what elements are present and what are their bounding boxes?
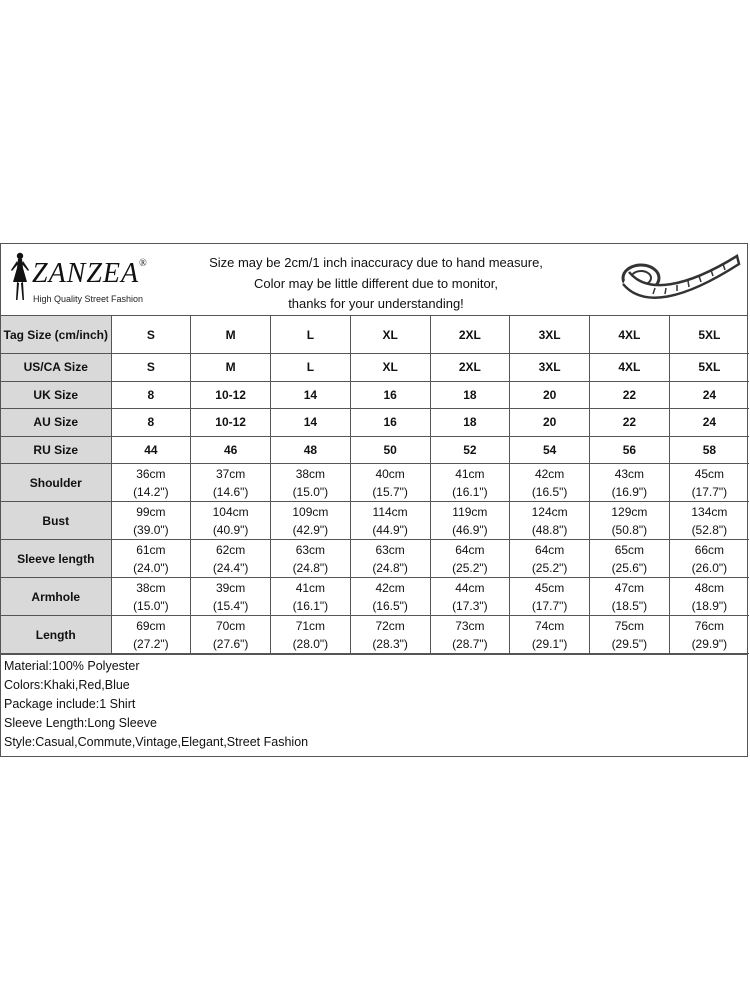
value-cm: 39cm [215, 580, 246, 595]
value-cm: 38cm [136, 580, 166, 595]
value-inch: (17.7") [531, 598, 568, 613]
size-cell: 24 [669, 381, 749, 409]
value-inch: (15.0") [133, 598, 169, 613]
size-row [1, 316, 749, 354]
value-inch: (25.6") [611, 560, 648, 575]
value-inch: (16.5") [531, 484, 568, 499]
measuring-tape-icon [613, 250, 743, 308]
measurement-cell [350, 502, 430, 540]
value-inch: (17.3") [452, 598, 488, 613]
size-cell: XL [350, 354, 430, 382]
size-cell: 2XL [430, 316, 510, 354]
size-cell: 10-12 [191, 381, 271, 409]
value-cm: 99cm [136, 504, 166, 519]
value-cm: 66cm [694, 542, 725, 557]
value-cm: 42cm [375, 580, 405, 595]
value-cm: 75cm [614, 618, 645, 633]
size-cell: 16 [350, 381, 430, 409]
spec-colors: Colors:Khaki,Red,Blue [4, 678, 130, 692]
size-cell: 56 [590, 436, 670, 464]
measurement-cell [590, 616, 670, 654]
row-label: US/CA Size [1, 354, 111, 382]
value-cm: 40cm [375, 466, 405, 481]
value-cm: 70cm [215, 618, 246, 633]
measurement-cell [111, 578, 191, 616]
measurement-cell [430, 616, 510, 654]
row-label: Bust [1, 502, 111, 540]
spec-sleeve-length: Sleeve Length:Long Sleeve [4, 716, 157, 730]
brand-tagline: High Quality Street Fashion [33, 294, 144, 304]
value-inch: (25.2") [531, 560, 568, 575]
size-cell: 52 [430, 436, 510, 464]
size-cell: 46 [191, 436, 271, 464]
value-cm: 76cm [694, 618, 725, 633]
row-label: Length [1, 616, 111, 654]
value-inch: (29.1") [531, 636, 568, 651]
value-inch: (50.8") [611, 522, 648, 537]
measurement-cell [510, 502, 590, 540]
measurement-cell [111, 540, 191, 578]
value-inch: (27.2") [133, 636, 169, 651]
size-cell: 50 [350, 436, 430, 464]
size-cell: L [271, 316, 351, 354]
value-inch: (14.2") [133, 484, 169, 499]
value-inch: (18.9") [691, 598, 728, 613]
size-cell: XL [350, 316, 430, 354]
measurement-cell [510, 540, 590, 578]
measurement-cell [191, 540, 271, 578]
measurement-cell [191, 578, 271, 616]
size-cell: 3XL [510, 354, 590, 382]
brand-logo [5, 250, 175, 308]
notice-line: Size may be 2cm/1 inch inaccuracy due to hand measure, [209, 255, 543, 270]
value-inch: (15.7") [372, 484, 408, 499]
value-cm: 38cm [295, 466, 326, 481]
spec-material: Material:100% Polyester [4, 659, 140, 673]
size-cell: 24 [669, 409, 749, 437]
size-cell: 4XL [590, 316, 670, 354]
measurement-cell [111, 464, 191, 502]
woman-silhouette-icon [5, 250, 35, 306]
value-inch: (29.9") [691, 636, 728, 651]
spec-style: Style:Casual,Commute,Vintage,Elegant,Street Fashion [4, 735, 309, 749]
measurement-cell [669, 616, 749, 654]
measurement-cell [271, 502, 351, 540]
value-inch: (15.0") [292, 484, 329, 499]
size-row [1, 409, 749, 437]
value-cm: 48cm [694, 580, 725, 595]
value-inch: (25.2") [452, 560, 488, 575]
size-cell: 54 [510, 436, 590, 464]
measurement-cell [350, 616, 430, 654]
size-cell: 22 [590, 409, 670, 437]
value-inch: (24.8") [292, 560, 329, 575]
value-cm: 65cm [614, 542, 645, 557]
measurement-cell [510, 578, 590, 616]
size-row [1, 354, 749, 382]
value-cm: 69cm [136, 618, 166, 633]
value-inch: (15.4") [212, 598, 249, 613]
size-cell: M [191, 354, 271, 382]
measurement-cell [430, 502, 510, 540]
value-cm: 63cm [375, 542, 405, 557]
measurement-notice [191, 253, 561, 315]
measurement-cell [271, 464, 351, 502]
measurement-cell [271, 540, 351, 578]
measurement-cell [430, 578, 510, 616]
value-cm: 129cm [611, 504, 648, 519]
size-cell: 3XL [510, 316, 590, 354]
size-row [1, 381, 749, 409]
measurement-cell [590, 578, 670, 616]
value-cm: 47cm [614, 580, 645, 595]
measurement-row [1, 578, 749, 616]
size-cell: 20 [510, 409, 590, 437]
value-inch: (16.9") [611, 484, 648, 499]
value-cm: 114cm [372, 504, 408, 519]
measurement-cell [669, 540, 749, 578]
measurement-row [1, 616, 749, 654]
value-cm: 37cm [215, 466, 246, 481]
value-inch: (16.5") [372, 598, 408, 613]
value-cm: 44cm [455, 580, 485, 595]
row-label: UK Size [1, 381, 111, 409]
notice-line: Color may be little different due to monitor, [254, 275, 498, 291]
size-cell: 22 [590, 381, 670, 409]
size-cell: 5XL [669, 316, 749, 354]
measurement-cell [271, 578, 351, 616]
value-cm: 72cm [375, 618, 405, 633]
measurement-cell [669, 464, 749, 502]
size-cell: 18 [430, 409, 510, 437]
measurement-cell [669, 578, 749, 616]
value-inch: (28.3") [372, 636, 408, 651]
size-chart [0, 243, 748, 757]
size-cell: 16 [350, 409, 430, 437]
value-inch: (28.0") [292, 636, 329, 651]
value-inch: (40.9") [212, 522, 249, 537]
size-cell: 4XL [590, 354, 670, 382]
size-cell: 48 [271, 436, 351, 464]
measurement-cell [111, 502, 191, 540]
value-inch: (16.1") [452, 484, 488, 499]
value-cm: 119cm [452, 504, 488, 519]
measurement-cell [669, 502, 749, 540]
brand-name: ZANZEA [32, 258, 140, 289]
value-cm: 63cm [295, 542, 326, 557]
value-cm: 64cm [534, 542, 565, 557]
value-cm: 124cm [531, 504, 568, 519]
value-inch: (24.4") [212, 560, 249, 575]
size-cell: S [111, 316, 191, 354]
value-inch: (48.8") [531, 522, 568, 537]
size-cell: L [271, 354, 351, 382]
value-cm: 104cm [212, 504, 249, 519]
value-cm: 42cm [534, 466, 565, 481]
measurement-cell [350, 540, 430, 578]
value-cm: 43cm [614, 466, 645, 481]
size-cell: 2XL [430, 354, 510, 382]
size-cell: 8 [111, 409, 191, 437]
measurement-cell [191, 464, 271, 502]
value-cm: 74cm [534, 618, 565, 633]
product-specs [1, 654, 747, 756]
value-cm: 61cm [136, 542, 166, 557]
size-cell: 14 [271, 409, 351, 437]
value-inch: (52.8") [691, 522, 728, 537]
row-label: Sleeve length [1, 540, 111, 578]
size-cell: 5XL [669, 354, 749, 382]
value-cm: 41cm [295, 580, 326, 595]
value-inch: (27.6") [212, 636, 249, 651]
value-inch: (14.6") [212, 484, 249, 499]
measurement-cell [590, 502, 670, 540]
value-cm: 36cm [136, 466, 166, 481]
measurement-cell [350, 464, 430, 502]
size-cell: 18 [430, 381, 510, 409]
value-inch: (39.0") [133, 522, 169, 537]
chart-header [1, 244, 747, 316]
row-label: Armhole [1, 578, 111, 616]
measurement-cell [111, 616, 191, 654]
measurement-cell [191, 502, 271, 540]
spec-package: Package include:1 Shirt [4, 697, 136, 711]
size-cell: S [111, 354, 191, 382]
row-label: Shoulder [1, 464, 111, 502]
value-inch: (16.1") [292, 598, 329, 613]
value-inch: (17.7") [691, 484, 728, 499]
value-cm: 41cm [455, 466, 485, 481]
measurement-cell [430, 464, 510, 502]
measurement-cell [510, 616, 590, 654]
value-inch: (18.5") [611, 598, 648, 613]
measurement-cell [590, 540, 670, 578]
value-cm: 73cm [455, 618, 485, 633]
value-cm: 45cm [534, 580, 565, 595]
measurement-row [1, 540, 749, 578]
value-cm: 62cm [215, 542, 246, 557]
measurement-cell [191, 616, 271, 654]
value-inch: (29.5") [611, 636, 648, 651]
size-cell: 44 [111, 436, 191, 464]
size-cell: 14 [271, 381, 351, 409]
measurement-cell [271, 616, 351, 654]
value-inch: (42.9") [292, 522, 329, 537]
value-cm: 109cm [292, 504, 329, 519]
measurement-cell [430, 540, 510, 578]
size-cell: 20 [510, 381, 590, 409]
size-row [1, 436, 749, 464]
value-cm: 134cm [691, 504, 728, 519]
value-cm: 64cm [455, 542, 485, 557]
row-label: AU Size [1, 409, 111, 437]
measurement-cell [590, 464, 670, 502]
value-inch: (26.0") [691, 560, 728, 575]
value-cm: 45cm [694, 466, 725, 481]
value-inch: (44.9") [372, 522, 408, 537]
registered-mark: ® [139, 258, 148, 269]
value-cm: 71cm [295, 618, 326, 633]
size-cell: 8 [111, 381, 191, 409]
notice-line: thanks for your understanding! [288, 296, 464, 311]
size-cell: M [191, 316, 271, 354]
size-table [1, 316, 749, 654]
measurement-cell [510, 464, 590, 502]
value-inch: (24.8") [372, 560, 408, 575]
row-label: RU Size [1, 436, 111, 464]
size-cell: 10-12 [191, 409, 271, 437]
measurement-cell [350, 578, 430, 616]
measurement-row [1, 502, 749, 540]
size-cell: 58 [669, 436, 749, 464]
value-inch: (46.9") [452, 522, 488, 537]
value-inch: (24.0") [133, 560, 169, 575]
value-inch: (28.7") [452, 636, 488, 651]
measurement-row [1, 464, 749, 502]
row-label: Tag Size (cm/inch) [1, 316, 111, 354]
